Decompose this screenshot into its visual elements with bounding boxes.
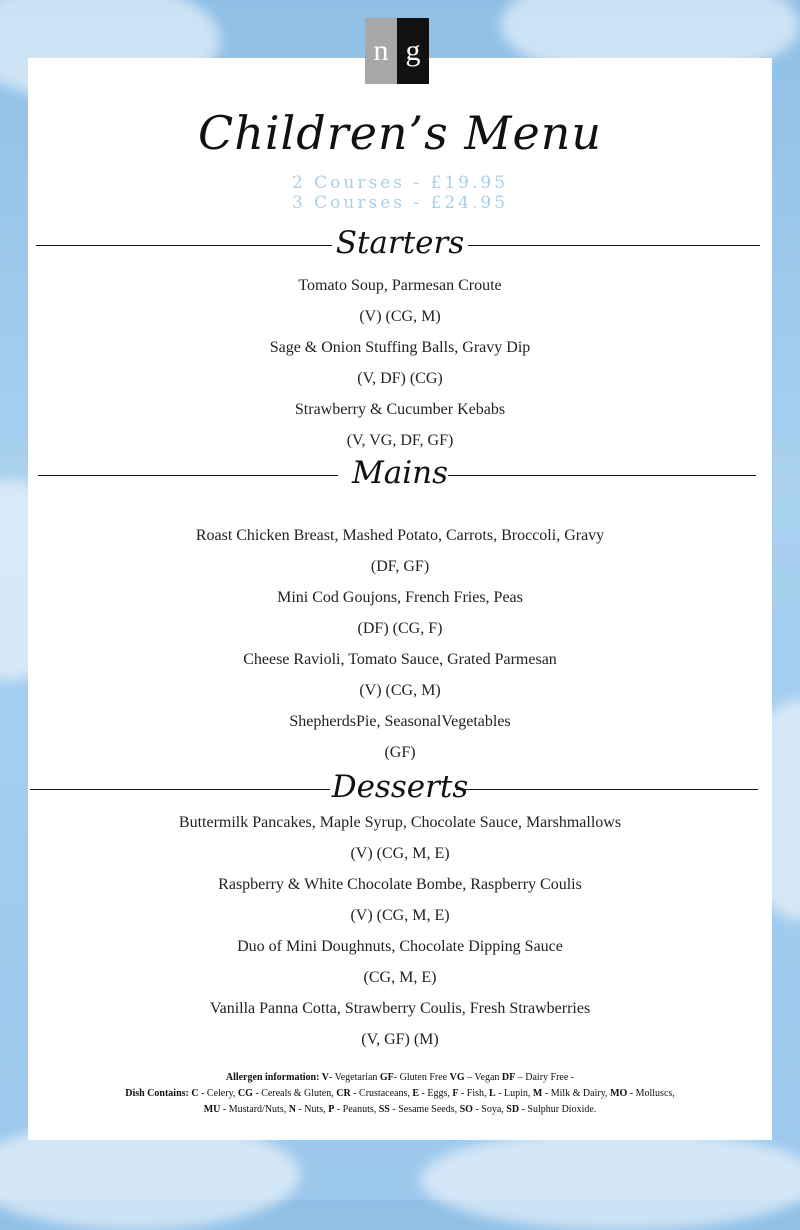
menu-item-allergens: (V, VG, DF, GF) — [346, 432, 454, 449]
menu-item-allergens: (DF) (CG, F) — [357, 620, 443, 637]
allergen-code: Dish Contains: C — [125, 1088, 199, 1099]
menu-item: Vanilla Panna Cotta, Strawberry Coulis, Fresh Strawberries — [209, 1000, 591, 1017]
allergen-description: - Gluten Free — [393, 1072, 450, 1083]
allergen-code: GF — [379, 1072, 394, 1083]
allergen-code: SO — [459, 1104, 473, 1115]
allergen-code: DF — [501, 1072, 516, 1083]
allergen-description: - Soya, — [472, 1104, 507, 1115]
allergen-code: F — [452, 1088, 459, 1099]
allergen-line-1 — [38, 1070, 762, 1086]
menu-item-allergens: (CG, M, E) — [363, 969, 437, 986]
allergen-code: N — [288, 1104, 296, 1115]
menu-item-allergens: (V) (CG, M) — [359, 682, 441, 699]
menu-item: ShepherdsPie, SeasonalVegetables — [289, 713, 511, 730]
starters-heading — [28, 225, 772, 265]
allergen-code: MO — [610, 1088, 628, 1099]
allergen-description: - Sulphur Dioxide. — [519, 1104, 597, 1115]
menu-item: Buttermilk Pancakes, Maple Syrup, Chocolate Sauce, Marshmallows — [178, 814, 622, 831]
allergen-description: - Peanuts, — [334, 1104, 379, 1115]
allergen-code: M — [532, 1088, 543, 1099]
price-two-courses: 2 Courses - £19.95 — [291, 173, 509, 193]
allergen-line-2 — [38, 1086, 762, 1102]
allergen-code: CG — [237, 1088, 253, 1099]
allergen-description: - Vegetarian — [328, 1072, 380, 1083]
cloud-decoration — [420, 1130, 800, 1230]
allergen-description: - Sesame Seeds, — [389, 1104, 460, 1115]
menu-item-allergens: (DF, GF) — [370, 558, 430, 575]
allergen-description: - Lupin, — [495, 1088, 533, 1099]
menu-item-allergens: (V) (CG, M, E) — [350, 845, 450, 862]
allergen-code: Allergen information: V — [225, 1072, 329, 1083]
price-three-courses: 3 Courses - £24.95 — [291, 193, 509, 213]
allergen-description: – Dairy Free - — [515, 1072, 575, 1083]
allergen-description: - Fish, — [458, 1088, 490, 1099]
allergen-code: SS — [378, 1104, 390, 1115]
allergen-code: SD — [506, 1104, 520, 1115]
allergen-code: VG — [449, 1072, 465, 1083]
starters-label: Starters — [335, 225, 465, 261]
allergen-description: - Mustard/Nuts, — [220, 1104, 289, 1115]
allergen-description: - Nuts, — [295, 1104, 329, 1115]
menu-item-allergens: (V, GF) (M) — [361, 1031, 439, 1048]
desserts-label: Desserts — [331, 769, 469, 805]
mains-heading — [28, 455, 772, 495]
menu-item: Strawberry & Cucumber Kebabs — [294, 401, 506, 418]
desserts-heading — [28, 769, 772, 809]
allergen-description: - Milk & Dairy, — [542, 1088, 611, 1099]
menu-item: Cheese Ravioli, Tomato Sauce, Grated Parmesan — [243, 651, 557, 668]
logo — [365, 18, 429, 84]
menu-title: Children’s Menu — [198, 106, 602, 160]
allergen-description: - Celery, — [198, 1088, 238, 1099]
allergen-code: L — [489, 1088, 496, 1099]
allergen-description: - Cereals & Gluten, — [252, 1088, 337, 1099]
menu-item-allergens: (V) (CG, M, E) — [350, 907, 450, 924]
price-list — [28, 173, 772, 213]
menu-item-allergens: (V, DF) (CG) — [357, 370, 443, 387]
logo-letter-left: n — [365, 18, 397, 84]
menu-card — [28, 58, 772, 1140]
menu-item-allergens: (GF) — [384, 744, 416, 761]
allergen-code: CR — [336, 1088, 351, 1099]
mains-label: Mains — [351, 455, 448, 491]
allergen-description: - Molluscs, — [627, 1088, 675, 1099]
menu-item: Mini Cod Goujons, French Fries, Peas — [277, 589, 523, 606]
allergen-line-3 — [38, 1102, 762, 1118]
menu-item: Raspberry & White Chocolate Bombe, Raspberry Coulis — [218, 876, 582, 893]
menu-item: Sage & Onion Stuffing Balls, Gravy Dip — [269, 339, 531, 356]
allergen-description: - Eggs, — [419, 1088, 453, 1099]
allergen-code: P — [328, 1104, 335, 1115]
menu-item: Roast Chicken Breast, Mashed Potato, Carrots, Broccoli, Gravy — [195, 527, 605, 544]
menu-item: Tomato Soup, Parmesan Croute — [298, 277, 502, 294]
logo-letter-right: g — [397, 18, 429, 84]
allergen-description: - Crustaceans, — [350, 1088, 413, 1099]
menu-item: Duo of Mini Doughnuts, Chocolate Dipping Sauce — [237, 938, 563, 955]
allergen-information — [38, 1070, 762, 1118]
allergen-description: – Vegan — [464, 1072, 502, 1083]
allergen-code: E — [412, 1088, 420, 1099]
allergen-code: MU — [203, 1104, 221, 1115]
menu-item-allergens: (V) (CG, M) — [359, 308, 441, 325]
